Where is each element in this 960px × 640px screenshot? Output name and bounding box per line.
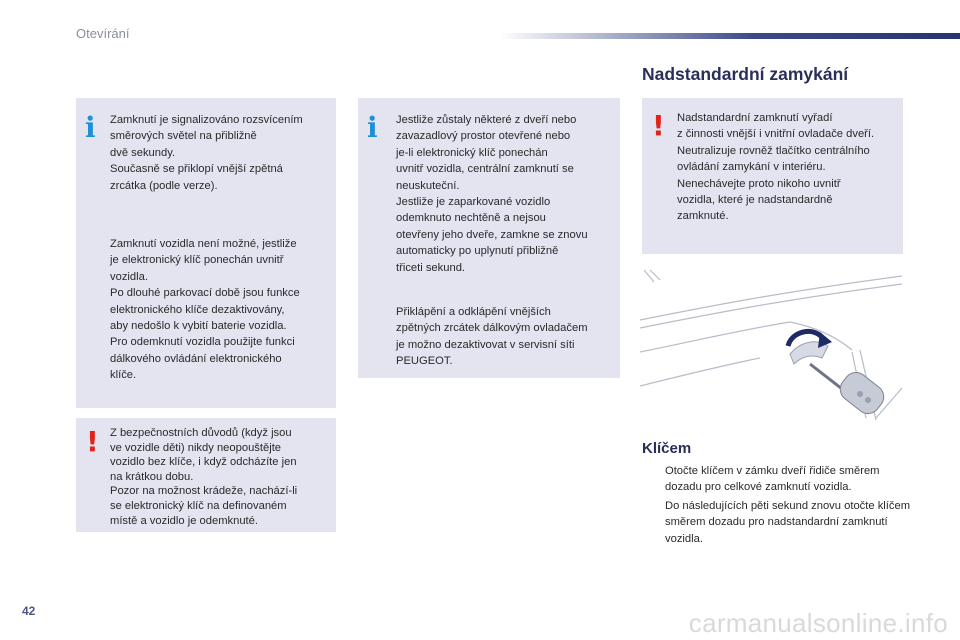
step-text: Otočte klíčem v zámku dveří řidiče směrem dozadu pro celkové zamknutí vozidla.	[665, 465, 880, 494]
left-warning-text: Z bezpečnostních důvodů (když jsou ve vozidle děti) nikdy neopouštějte vozidlo bez klíče, i když odcházíte jen na krátkou dobu. Pozor na možnost krádeže, nachází-li se elektronický klíč na definovaném místě a vozidlo je odemknuté.	[110, 427, 298, 527]
left-info-para1: Zamknutí je signalizováno rozsvícením směrových světel na přibližně dvě sekundy. Současně se přiklopí vnější zpětná zrcátka (podle verze).	[110, 114, 303, 192]
left-warning-box	[76, 418, 336, 532]
info-icon: i	[367, 111, 378, 144]
info-icon: i	[85, 111, 96, 144]
right-warning-box	[642, 98, 903, 254]
middle-info-para1: Jestliže zůstaly některé z dveří nebo zavazadlový prostor otevřené nebo je-li elektronický klíč ponechán uvnitř vozidla, centrální zamknutí se neuskuteční. Jestliže je zaparkované vozidlo odemknuto nechtěně a nejsou otevřeny jeho dveře, zamkne se znovu automaticky po uplynutí přibližně třiceti sekund.	[396, 114, 588, 274]
watermark: carmanualsonline.info	[688, 608, 948, 638]
page-number: 42	[22, 604, 36, 618]
warning-icon: !	[652, 109, 665, 142]
warning-icon: !	[86, 425, 99, 458]
key-fob	[810, 364, 889, 418]
middle-info-para2: Přiklápění a odklápění vnějších zpětných zrcátek dálkovým ovladačem je možno dezaktivovat v servisní síti PEUGEOT.	[396, 306, 588, 368]
left-info-box	[76, 98, 336, 408]
step-text: Do následujících pěti sekund znovu otočte klíčem směrem dozadu pro nadstandardní zamknutí vozidla.	[665, 499, 911, 545]
header-bar	[500, 33, 960, 39]
right-warning-text: Nadstandardní zamknutí vyřadí z činnosti vnější i vnitřní ovladače dveří. Neutralizuje rovněž tlačítko centrálního ovládání zamykání v interiéru. Nenechávejte proto nikoho uvnitř vozidla, které je nadstandardně zamknuté.	[677, 112, 875, 223]
middle-info-box	[358, 98, 620, 378]
header-title: Otevírání	[76, 26, 130, 41]
list-item	[642, 498, 912, 547]
section-title: Nadstandardní zamykání	[642, 64, 849, 84]
steps-list	[642, 463, 912, 549]
key-in-door-lock-illustration	[640, 268, 906, 428]
left-info-para2: Zamknutí vozidla není možné, jestliže je elektronický klíč ponechán uvnitř vozidla. Po dlouhé parkovací době jsou funkce elektronického klíče dezaktivovány, aby nedošlo k vybití baterie vozidla. Pro odemknutí vozidla použijte funkci dálkového ovládání elektronického klíče.	[110, 238, 300, 382]
list-item	[642, 463, 912, 496]
subsection-title: Klíčem	[642, 440, 692, 457]
